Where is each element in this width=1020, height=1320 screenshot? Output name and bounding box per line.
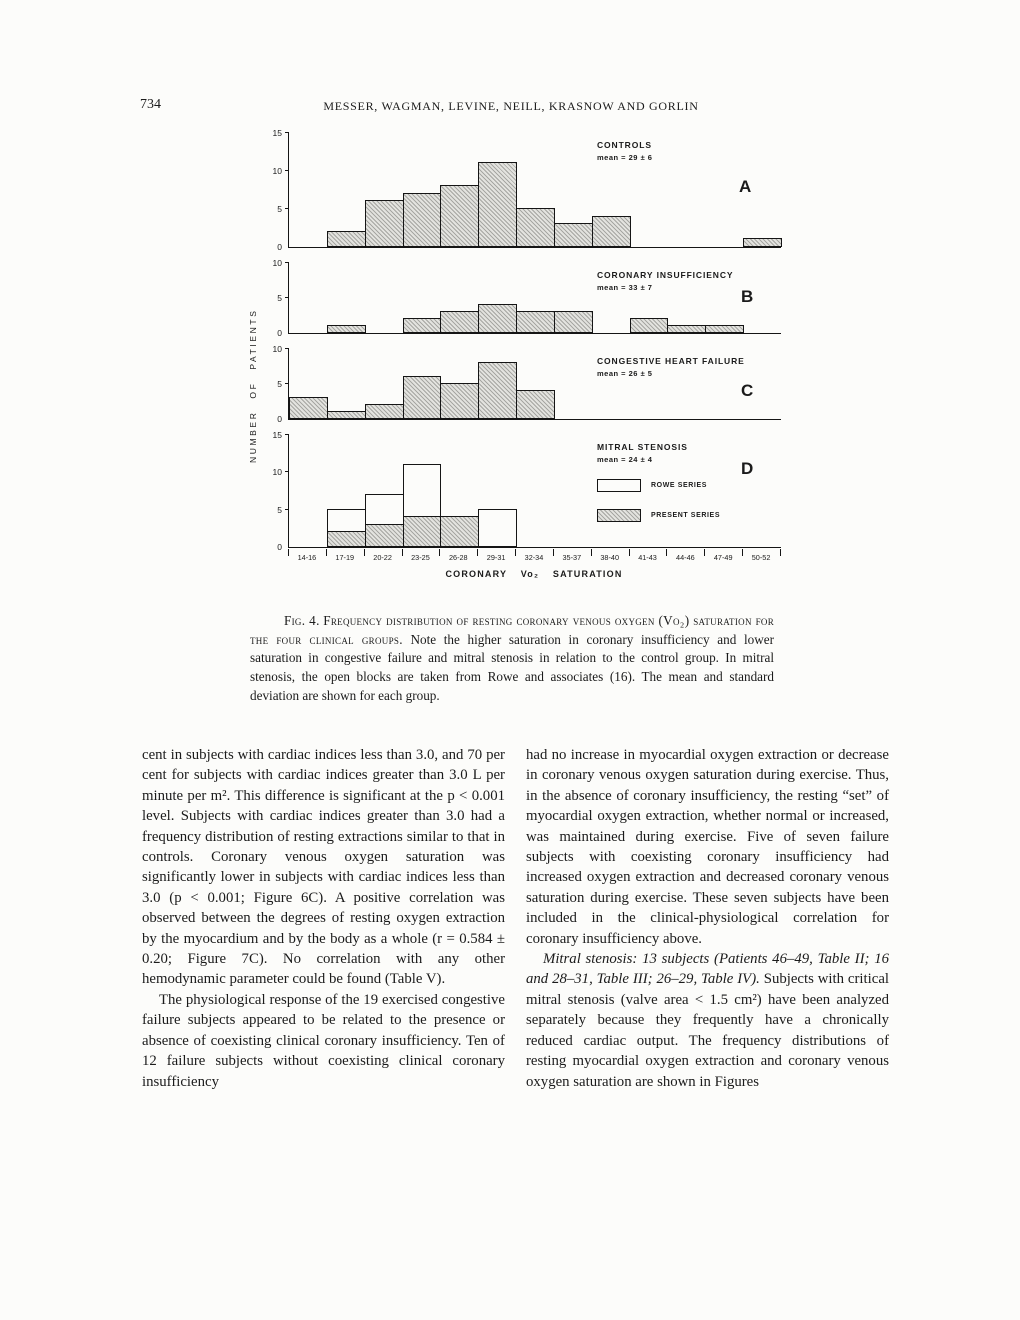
text-run: The physiological response of the 19 exercised congestive failure subjects appeared to be related to the presence or absence of coexisting clinical coronary insufficiency. Ten of 12 failure subjects without coexisting clinical coronary insufficiency	[142, 991, 505, 1090]
bar-D-20-22	[365, 524, 404, 547]
x-tick-mark	[402, 549, 403, 556]
text-run: had no increase in myocardial oxygen extraction or decrease in coronary venous oxygen saturation during exercise. Thus, in the absence of coronary insufficiency, the resting “set” of myocardial oxygen extraction, whether normal or increased, was maintained during exercise. Five of seven failure subjects with coexisting coronary insufficiency had increased oxygen extraction and decreased coronary venous saturation during exercise. These seven subjects have been included in the clinical-physiological correlation for coronary insufficiency above.	[526, 747, 889, 947]
x-tick-label: 14-16	[297, 553, 317, 562]
caption-body: Note the higher saturation in coronary insufficiency and lower saturation in congestive failure and mitral stenosis in relation to the control group. In mitral stenosis, the open blocks are taken from Rowe and associates (16). The mean and standard deviation are shown for each group.	[250, 631, 775, 703]
legend-label: PRESENT SERIES	[651, 512, 721, 519]
plot-area-A	[272, 128, 781, 252]
bar-D-23-25	[403, 464, 442, 517]
x-tick-mark	[439, 549, 440, 556]
panel-letter-D: D	[741, 459, 754, 478]
text-run: Subjects with critical mitral stenosis (valve area < 1.5 cm²) have been analyzed separately because they frequently have a chronically reduced cardiac output. The frequency distributions of resting myocardial oxygen extraction and coronary venous oxygen saturation are shown in Figures	[526, 971, 889, 1090]
figure-4	[232, 128, 812, 579]
plot-area-B	[272, 258, 781, 338]
y-tick-label: 15	[272, 128, 282, 138]
bar-D-23-25	[403, 516, 442, 547]
chart-panel-A	[272, 128, 812, 252]
bar-B-47-49	[705, 325, 744, 333]
bar-B-44-46	[667, 325, 706, 333]
x-tick-mark	[704, 549, 705, 556]
y-tick-mark	[285, 132, 289, 133]
x-tick-mark	[629, 549, 630, 556]
x-tick-mark	[288, 549, 289, 556]
y-tick-label: 15	[272, 430, 282, 440]
bar-B-17-19	[327, 325, 366, 333]
x-tick-label: 41-43	[638, 553, 657, 562]
panel-mean-C: mean = 26 ± 5	[597, 369, 653, 378]
bar-A-29-31	[478, 162, 517, 247]
bar-D-29-31	[478, 509, 517, 547]
y-tick-mark	[285, 262, 289, 263]
bar-D-20-22	[365, 494, 404, 525]
y-tick-label: 10	[272, 344, 282, 354]
y-tick-label: 0	[277, 414, 282, 424]
bar-A-20-22	[365, 200, 404, 247]
y-tick-mark	[285, 383, 289, 384]
caption-fig-label: Fig. 4.	[284, 613, 320, 628]
panel-mean-A: mean = 29 ± 6	[597, 153, 653, 162]
plot-area-D	[272, 430, 781, 552]
body-paragraph	[526, 949, 889, 1092]
y-tick-mark	[285, 170, 289, 171]
panel-title-C: CONGESTIVE HEART FAILURE	[597, 356, 745, 366]
chart-panel-D	[272, 430, 812, 552]
y-tick-mark	[285, 471, 289, 472]
x-tick-mark	[553, 549, 554, 556]
bar-D-17-19	[327, 531, 366, 547]
panel-title-A: CONTROLS	[597, 140, 652, 150]
y-tick-label: 10	[272, 166, 282, 176]
figure-panels	[272, 128, 812, 552]
x-tick-label: 17-19	[335, 553, 355, 562]
bar-A-32-34	[516, 208, 555, 247]
bar-A-23-25	[403, 193, 442, 247]
bar-B-35-37	[554, 311, 593, 333]
figure-caption	[250, 612, 774, 706]
y-tick-label: 10	[272, 467, 282, 478]
panel-title-B: CORONARY INSUFFICIENCY	[597, 270, 734, 280]
x-tick-label: 32-34	[524, 553, 544, 562]
y-axis-label: NUMBER OF PATIENTS	[248, 308, 258, 463]
x-tick-label: 50-52	[751, 553, 771, 562]
x-tick-label: 29-31	[486, 553, 506, 562]
y-tick-label: 5	[277, 379, 282, 389]
x-tick-label: 38-40	[600, 553, 620, 562]
y-tick-mark	[285, 509, 289, 510]
right-column	[526, 745, 889, 1092]
bar-A-17-19	[327, 231, 366, 247]
y-tick-label: 0	[277, 542, 282, 552]
bar-C-17-19	[327, 411, 366, 419]
legend-item-open	[597, 479, 767, 493]
y-tick-mark	[285, 297, 289, 298]
legend-label: ROWE SERIES	[651, 482, 707, 489]
x-tick-mark	[591, 549, 592, 556]
y-tick-label: 5	[277, 204, 282, 214]
left-column	[142, 745, 505, 1092]
y-tick-label: 5	[277, 293, 282, 303]
bar-B-41-43	[630, 318, 669, 333]
x-tick-mark	[326, 549, 327, 556]
bar-C-14-16	[289, 397, 328, 419]
x-tick-label: 47-49	[713, 553, 733, 562]
y-tick-label: 0	[277, 328, 282, 338]
x-tick-mark	[666, 549, 667, 556]
x-tick-mark	[477, 549, 478, 556]
panel-letter-B: B	[741, 287, 754, 306]
panel-letter-A: A	[739, 177, 752, 196]
x-tick-mark	[515, 549, 516, 556]
bar-D-26-28	[440, 516, 479, 547]
bar-B-32-34	[516, 311, 555, 333]
y-tick-mark	[285, 348, 289, 349]
x-tick-label: 35-37	[562, 553, 582, 562]
legend-swatch-open	[597, 479, 641, 492]
x-tick-mark	[364, 549, 365, 556]
figure-plot-stack	[272, 128, 812, 579]
legend-item-hatched	[597, 509, 767, 523]
italic-text-run: Mitral stenosis: 13 subjects (Patients 46–49, Table II; 16 and 28–31, Table III; 26–29, Table IV).	[526, 951, 889, 988]
figure-caption-text	[250, 612, 774, 706]
y-tick-mark	[285, 434, 289, 435]
panel-title-D: MITRAL STENOSIS	[597, 442, 688, 452]
y-tick-label: 0	[277, 242, 282, 252]
bar-C-23-25	[403, 376, 442, 419]
x-axis-label: CORONARY Vo₂ SATURATION	[445, 569, 623, 579]
body-text	[142, 745, 890, 1092]
chart-panel-B	[272, 258, 812, 338]
running-head	[140, 97, 882, 117]
x-axis-tick-labels	[288, 549, 812, 565]
x-tick-label: 23-25	[411, 553, 430, 562]
y-tick-mark	[285, 208, 289, 209]
x-tick-label: 26-28	[448, 553, 468, 562]
y-tick-label: 10	[272, 258, 282, 268]
x-tick-mark	[742, 549, 743, 556]
bar-A-35-37	[554, 223, 593, 247]
x-tick-mark	[780, 549, 781, 556]
bar-A-26-28	[440, 185, 479, 247]
panel-mean-D: mean = 24 ± 4	[597, 455, 653, 464]
bar-C-32-34	[516, 390, 555, 419]
text-run: cent in subjects with cardiac indices less than 3.0, and 70 per cent for subjects with cardiac indices greater than 3.0 L per minute per m². This difference is significant at the p < 0.001 level. Subjects with cardiac indices greater than 3.0 had a frequency distribution of resting extractions similar to that in controls. Coronary venous oxygen saturation was significantly lower in subjects with cardiac indices less than 3.0 (p < 0.001; Figure 6C). A positive correlation was observed between the degrees of resting oxygen extraction by the myocardium and by the body as a whole (r = 0.584 ± 0.20; Figure 7C). No correlation with any other hemodynamic parameter could be found (Table V).	[142, 747, 505, 988]
body-paragraph	[526, 745, 889, 949]
x-tick-label: 44-46	[676, 553, 695, 562]
legend-swatch-hatched	[597, 509, 641, 522]
bar-B-26-28	[440, 311, 479, 333]
panel-mean-B: mean = 33 ± 7	[597, 283, 653, 292]
caption-title: Frequency distribution of resting coronary venous oxygen (Vo₂) saturation for the four clinical groups.	[250, 613, 774, 647]
bar-C-26-28	[440, 383, 479, 419]
panel-letter-C: C	[741, 381, 754, 400]
bar-A-50-52	[743, 238, 782, 247]
running-title: MESSER, WAGMAN, LEVINE, NEILL, KRASNOW AND GORLIN	[323, 99, 699, 113]
plot-area-C	[272, 344, 781, 424]
page-number: 734	[140, 97, 161, 112]
x-tick-label: 20-22	[373, 553, 392, 562]
chart-panel-C	[272, 344, 812, 424]
bar-B-23-25	[403, 318, 442, 333]
bar-A-38-40	[592, 216, 631, 247]
bar-B-29-31	[478, 304, 517, 333]
body-paragraph	[142, 990, 505, 1092]
body-paragraph	[142, 745, 505, 990]
bar-D-17-19	[327, 509, 366, 532]
bar-C-20-22	[365, 404, 404, 419]
y-tick-label: 5	[277, 504, 282, 515]
bar-C-29-31	[478, 362, 517, 419]
